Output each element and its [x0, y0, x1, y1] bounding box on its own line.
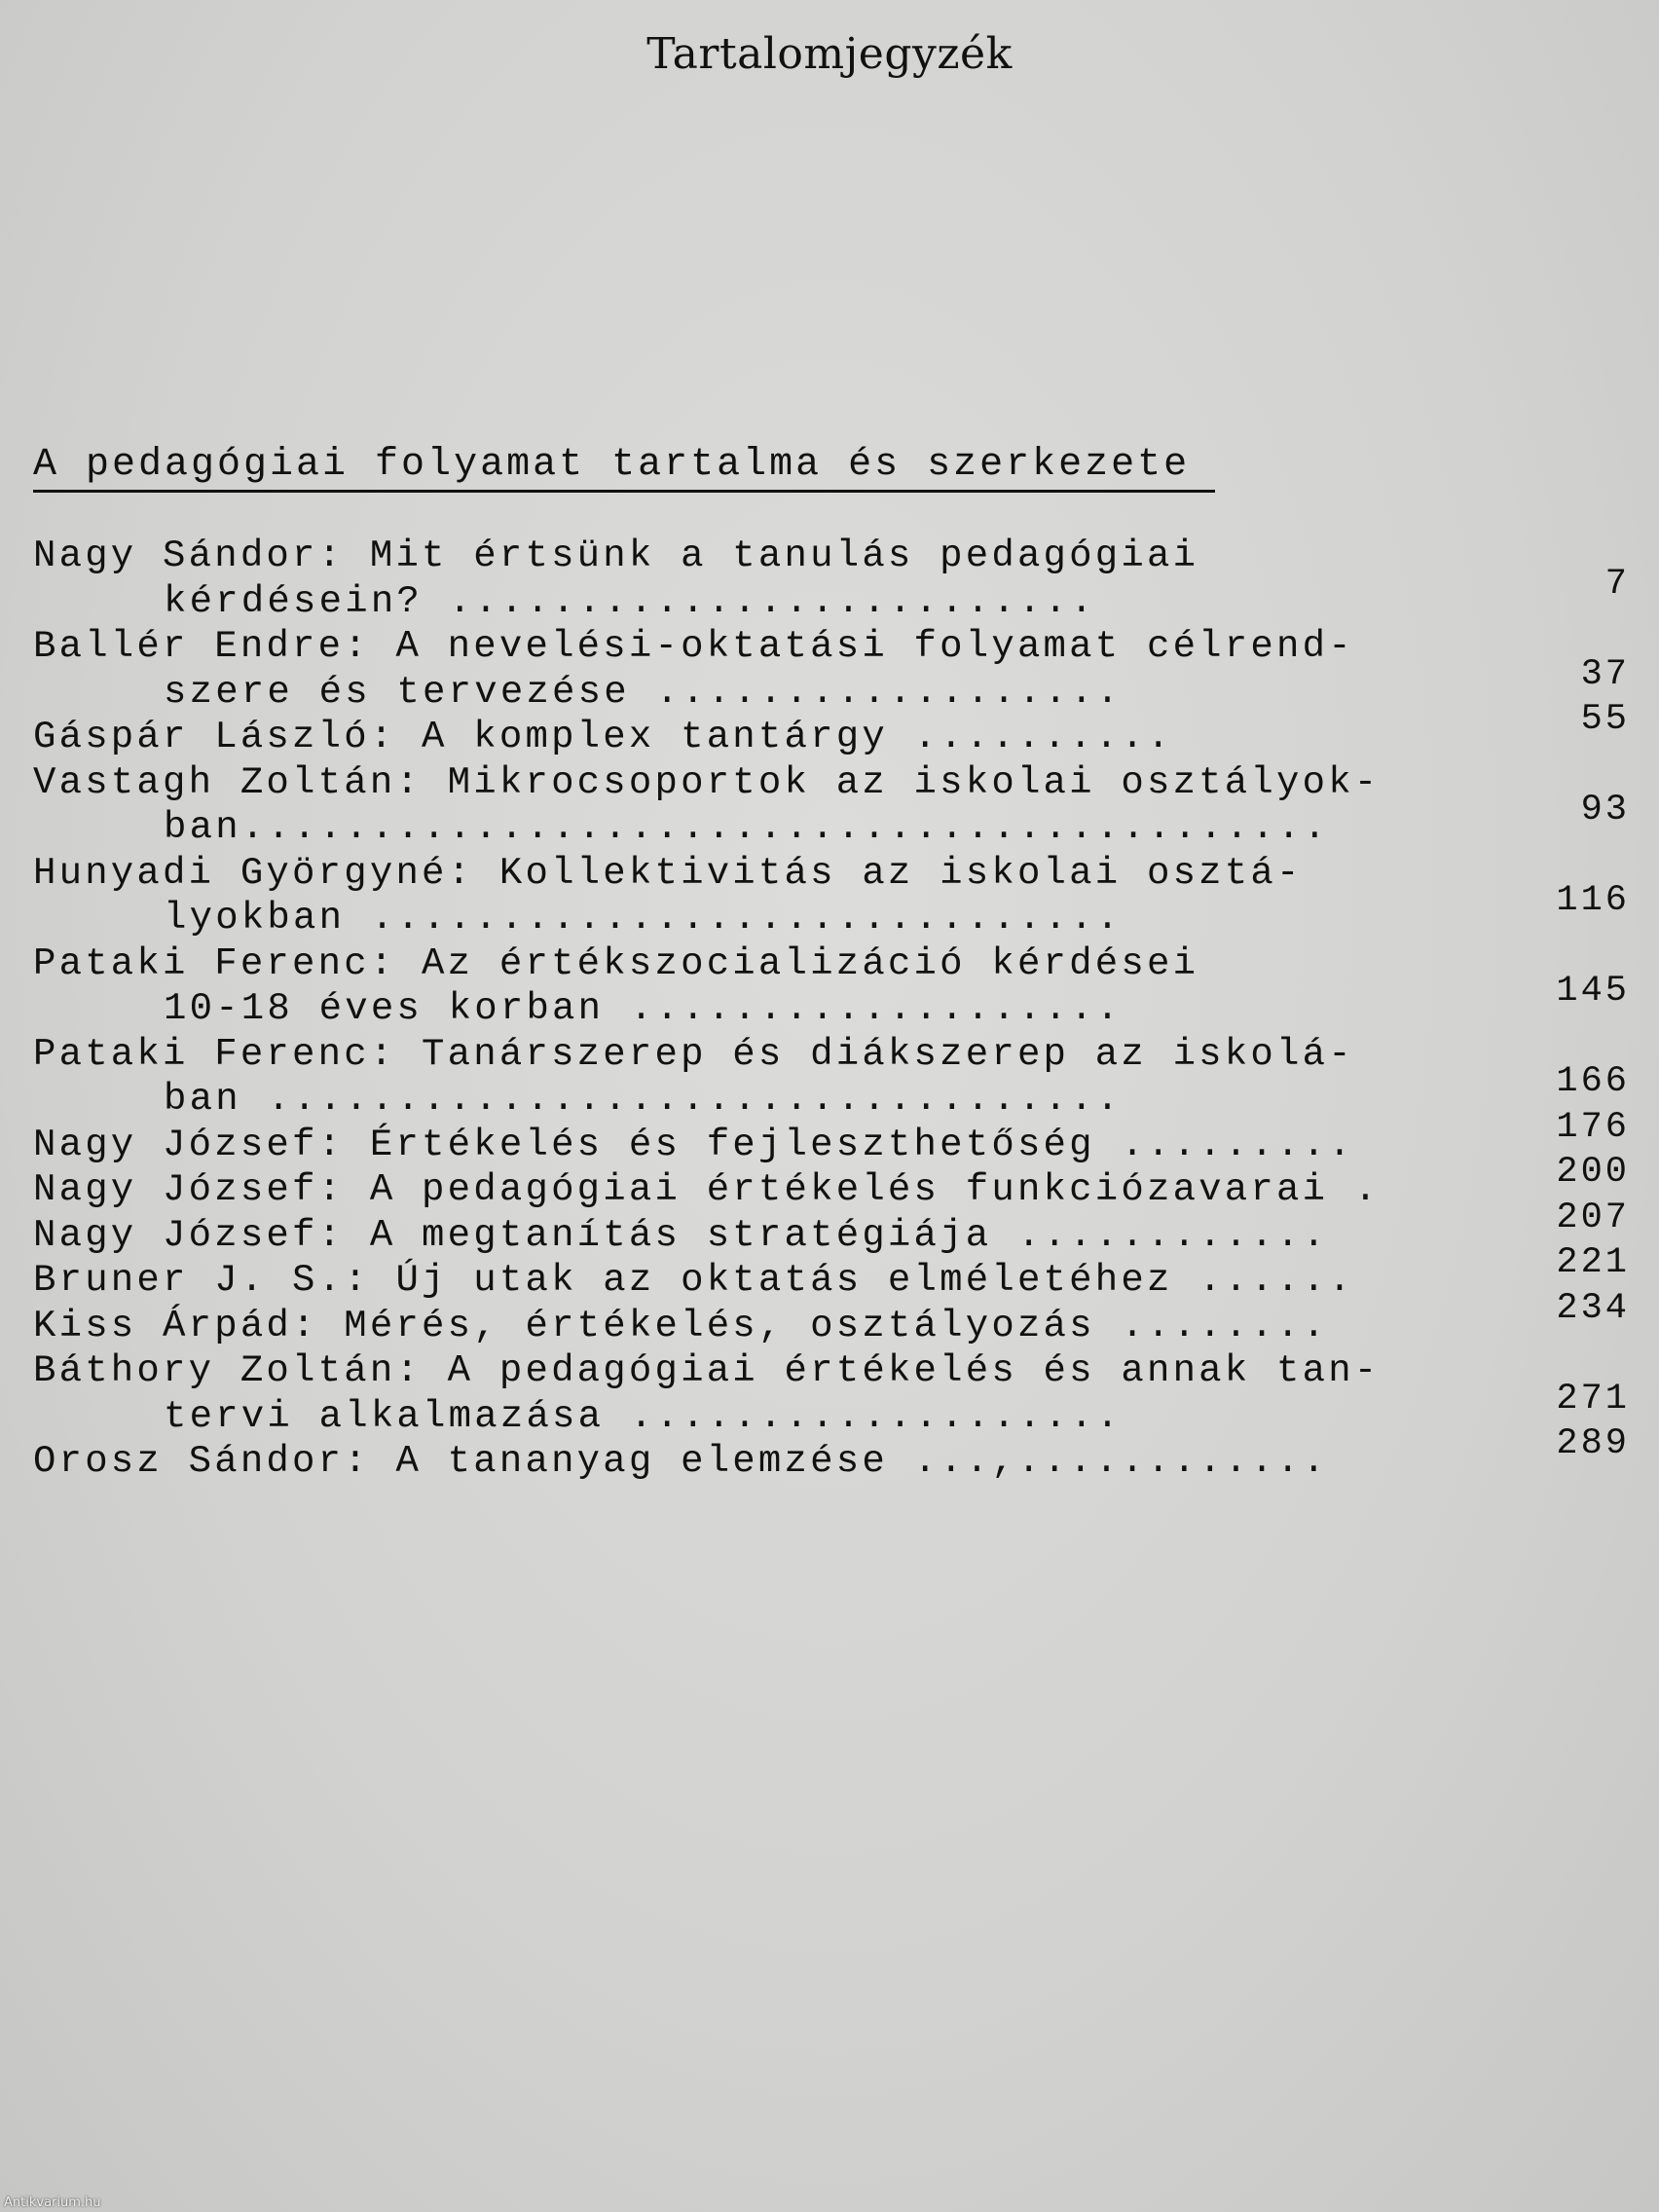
toc-entry-title: Nagy Sándor: Mit értsünk a tanulás pedagógiai: [33, 535, 1199, 577]
toc-entry: [33, 1152, 1630, 1213]
table-of-contents: [33, 534, 1630, 1485]
toc-entry: [33, 1242, 1630, 1304]
toc-entry-continuation: [33, 971, 1630, 1032]
toc-entry-continuation: [33, 880, 1630, 941]
toc-entry-title: Nagy József: Értékelés és fejleszthetőség .........: [33, 1123, 1354, 1166]
toc-entry: [33, 624, 1630, 670]
toc-entry-continuation: [33, 653, 1630, 716]
toc-page-number: 145: [1556, 971, 1630, 1012]
toc-entry: [33, 1423, 1630, 1485]
toc-entry-title: Báthory Zoltán: A pedagógiai értékelés és annak tan-: [33, 1349, 1381, 1392]
toc-entry: [33, 1106, 1630, 1168]
toc-page-number: 176: [1556, 1106, 1630, 1148]
toc-entry-title-cont: kérdésein? .........................: [164, 579, 1096, 623]
toc-page-number: 55: [1580, 699, 1630, 740]
toc-entry-continuation: [33, 790, 1630, 851]
toc-entry-title-cont: ban..........................................: [164, 806, 1330, 849]
toc-page-number: 207: [1556, 1197, 1630, 1238]
toc-entry-title: Bruner J. S.: Új utak az oktatás elméletéhez ......: [33, 1259, 1354, 1302]
toc-entry: [33, 534, 1630, 579]
toc-entry-title: Orosz Sándor: A tananyag elemzése ...,............: [33, 1440, 1329, 1483]
watermark: Antikvarium.hu: [4, 2195, 101, 2210]
toc-entry-title: Ballér Endre: A nevelési-oktatási folyamat célrend-: [33, 625, 1354, 668]
toc-page-number: 37: [1580, 653, 1630, 695]
toc-entry-continuation: [33, 563, 1630, 625]
page-title: Tartalomjegyzék: [646, 29, 1013, 79]
toc-entry-title-cont: tervi alkalmazása ...................: [164, 1394, 1123, 1438]
toc-entry: [33, 1032, 1630, 1078]
toc-page-number: 93: [1580, 790, 1630, 830]
toc-entry-title: Vastagh Zoltán: Mikrocsoportok az iskolai osztályok-: [33, 760, 1381, 804]
toc-entry: [33, 941, 1630, 987]
toc-entry: [33, 760, 1630, 806]
toc-entry: [33, 851, 1630, 897]
toc-page-number: 289: [1556, 1423, 1630, 1464]
toc-entry-title: Nagy József: A pedagógiai értékelés funkciózavarai .: [33, 1168, 1381, 1211]
toc-entry-title: Pataki Ferenc: Az értékszocializáció kérdései: [33, 941, 1199, 985]
toc-entry: [33, 1197, 1630, 1259]
toc-entry-continuation: [33, 1061, 1630, 1123]
toc-entry-title: Hunyadi Györgyné: Kollektivitás az iskolai osztá-: [33, 851, 1303, 895]
toc-entry-continuation: [33, 1378, 1630, 1440]
toc-entry-title-cont: lyokban .............................: [164, 897, 1123, 940]
toc-page-number: 7: [1604, 563, 1630, 605]
toc-page-number: 116: [1556, 880, 1630, 921]
toc-page-number: 221: [1556, 1242, 1630, 1283]
toc-entry: [33, 699, 1630, 760]
toc-page-number: 271: [1556, 1378, 1630, 1419]
toc-entry-title: Gáspár László: A komplex tantárgy ..........: [33, 716, 1173, 758]
toc-entry: [33, 1287, 1630, 1349]
toc-entry-title: Kiss Árpád: Mérés, értékelés, osztályozás ........: [33, 1304, 1329, 1347]
toc-entry-title: Nagy József: A megtanítás stratégiája ............: [33, 1213, 1329, 1257]
toc-entry: [33, 1348, 1630, 1394]
toc-entry-title-cont: ban .................................: [164, 1078, 1123, 1121]
section-underline: [33, 490, 1215, 493]
toc-page-number: 166: [1556, 1061, 1630, 1102]
toc-entry-title: Pataki Ferenc: Tanárszerep és diákszerep az iskolá-: [33, 1032, 1354, 1076]
toc-page-number: 200: [1556, 1152, 1630, 1193]
section-heading: A pedagógiai folyamat tartalma és szerkezete: [33, 443, 1191, 487]
toc-entry-title-cont: 10-18 éves korban ...................: [164, 987, 1123, 1030]
toc-entry-title-cont: szere és tervezése ..................: [164, 670, 1123, 714]
toc-page-number: 234: [1556, 1287, 1630, 1329]
